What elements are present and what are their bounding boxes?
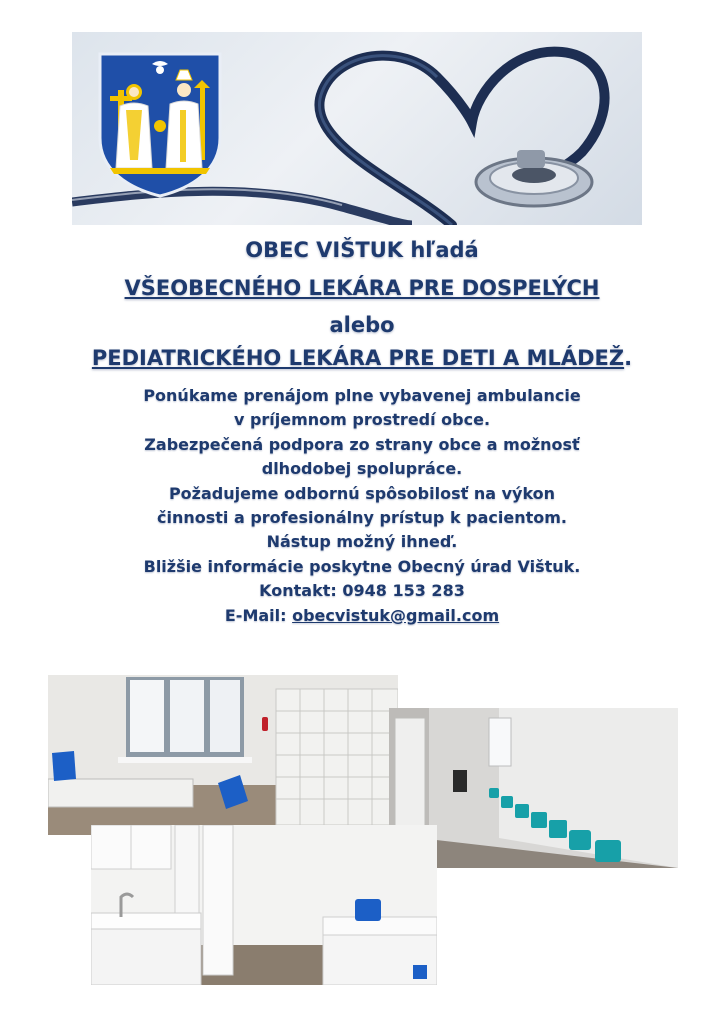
headline-municipality: OBEC VIŠTUK hľadá [245,238,479,262]
examination-room-photo [91,825,437,985]
body-line: Nástup možný ihneď. [266,532,458,552]
headline-or: alebo [329,313,395,337]
contact-email-line [0,604,724,628]
coat-of-arms [96,50,224,198]
email-label: E-Mail: [224,605,293,625]
body-line: Zabezpečená podpora zo strany obce a možnosť [144,434,580,454]
email-link[interactable]: obecvistuk@gmail.com [292,605,500,625]
body-line: činnosti a profesionálny prístup k pacientom. [156,508,568,528]
office-photo [48,675,398,835]
contact-phone: Kontakt: 0948 153 283 [259,581,465,601]
headline-pediatrician [0,346,724,370]
headline-pediatrician-text: PEDIATRICKÉHO LEKÁRA PRE DETI A MLÁDEŽ [91,346,625,370]
offer-description [0,384,724,628]
body-line: Bližšie informácie poskytne Obecný úrad Vištuk. [143,556,581,576]
body-line: Požadujeme odbornú spôsobilosť na výkon [168,483,556,503]
headline-general-doctor: VŠEOBECNÉHO LEKÁRA PRE DOSPELÝCH [124,276,600,300]
headline-period: . [624,346,633,370]
body-line: v príjemnom prostredí obce. [233,410,491,430]
body-line: Ponúkame prenájom plne vybavenej ambulancie [143,386,581,405]
body-line: dlhodobej spolupráce. [261,459,463,479]
